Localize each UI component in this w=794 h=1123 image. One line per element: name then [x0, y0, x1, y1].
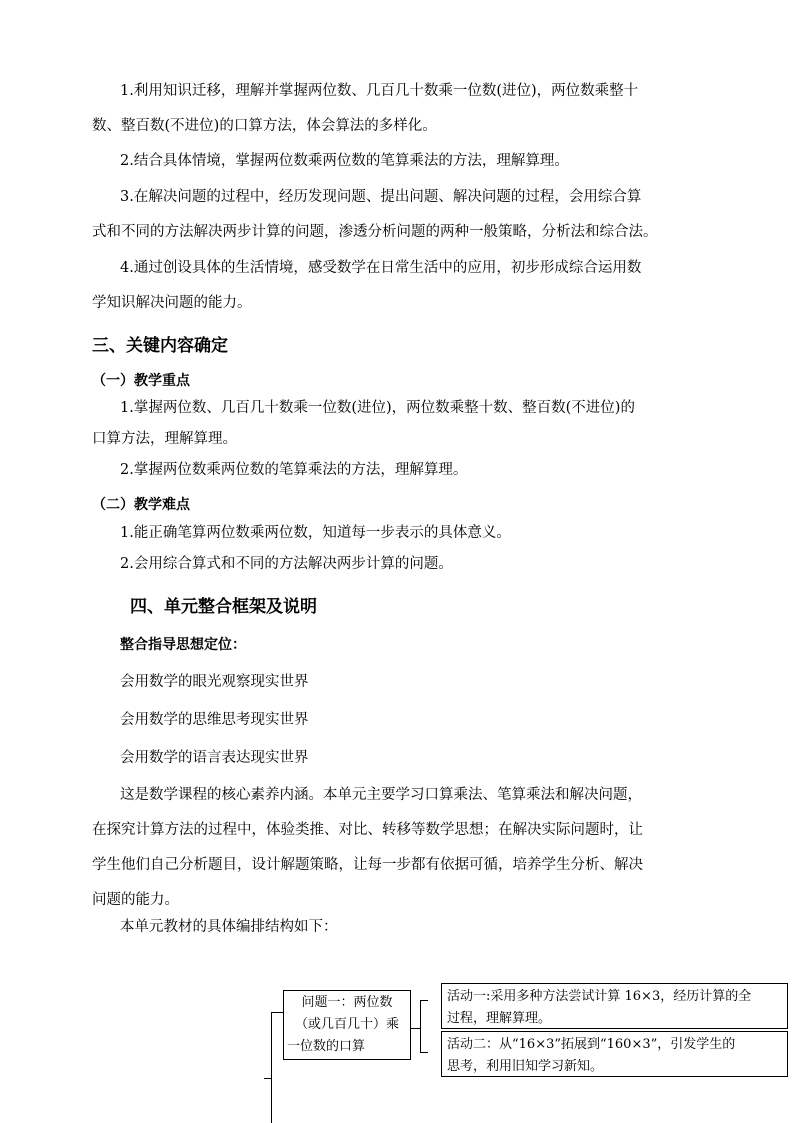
activity-2-box [441, 1031, 788, 1077]
guide-line-1: 会用数学的眼光观察现实世界 [120, 674, 309, 690]
problem-1-line-3: 一位数的口算 [287, 1039, 366, 1054]
connector-bracket-bottom [420, 1052, 428, 1053]
objective-4-line-2: 学知识解决问题的能力。 [92, 295, 252, 311]
difficulty-2: 2.会用综合算式和不同的方法解决两步计算的问题。 [120, 556, 453, 572]
connector-horizontal [411, 1028, 420, 1029]
activity-1-line-1: 活动一:采用多种方法尝试计算 16×3，经历计算的全 [447, 989, 752, 1004]
connector-bracket [420, 1000, 421, 1052]
connector-bracket-top [420, 1000, 428, 1001]
activity-2-line-2: 思考，利用旧知学习新知。 [447, 1059, 604, 1074]
focus-1-line-2: 口算方法，理解算理。 [92, 431, 237, 447]
teaching-difficulty-title: （二）教学难点 [92, 497, 190, 513]
objective-2: 2.结合具体情境，掌握两位数乘两位数的笔算乘法的方法，理解算理。 [120, 153, 569, 169]
objective-4-line-1: 4.通过创设具体的生活情境，感受数学在日常生活中的应用，初步形成综合运用数 [120, 260, 642, 276]
section-4-title: 四、单元整合框架及说明 [130, 597, 317, 617]
activity-1-line-2: 过程，理解算理。 [447, 1011, 552, 1026]
teaching-focus-title: （一）教学重点 [92, 373, 190, 389]
core-paragraph-line-2: 在探究计算方法的过程中，体验类推、对比、转移等数学思想；在解决实际问题时，让 [92, 822, 643, 838]
problem-1-line-2: （或几百几十）乘 [294, 1017, 399, 1032]
objective-3-line-2: 式和不同的方法解决两步计算的问题，渗透分析问题的两种一般策略，分析法和综合法。 [92, 224, 658, 240]
section-3-title: 三、关键内容确定 [92, 336, 228, 356]
activity-1-box [441, 983, 788, 1029]
core-paragraph-line-3: 学生他们自己分析题目，设计解题策略，让每一步都有依据可循，培养学生分析、解决 [92, 857, 643, 873]
guide-line-3: 会用数学的语言表达现实世界 [120, 750, 309, 766]
focus-1-line-1: 1.掌握两位数、几百几十数乘一位数(进位)，两位数乘整十数、整百数(不进位)的 [120, 400, 635, 416]
objective-3-line-1: 3.在解决问题的过程中，经历发现问题、提出问题、解决问题的过程，会用综合算 [120, 189, 642, 205]
diagram-mid-tick [264, 1078, 272, 1079]
problem-1-line-1: 问题一：两位数 [301, 995, 393, 1010]
structure-intro: 本单元教材的具体编排结构如下： [120, 919, 338, 935]
objective-1-line-2: 数、整百数(不进位)的口算方法，体会算法的多样化。 [92, 118, 437, 134]
core-paragraph-line-1: 这是数学课程的核心素养内涵。本单元主要学习口算乘法、笔算乘法和解决问题， [120, 787, 642, 803]
problem-1-box [283, 990, 411, 1060]
focus-2: 2.掌握两位数乘两位数的笔算乘法的方法，理解算理。 [120, 462, 468, 478]
diagram-trunk-line [271, 1012, 272, 1123]
diagram-top-branch [271, 1012, 283, 1013]
activity-2-line-1: 活动二：从“16×3”拓展到“160×3”，引发学生的 [447, 1037, 736, 1052]
core-paragraph-line-4: 问题的能力。 [92, 892, 179, 908]
objective-1-line-1: 1.利用知识迁移，理解并掌握两位数、几百几十数乘一位数(进位)，两位数乘整十 [120, 83, 639, 99]
difficulty-1: 1.能正确笔算两位数乘两位数，知道每一步表示的具体意义。 [120, 525, 511, 541]
guide-line-2: 会用数学的思维思考现实世界 [120, 712, 309, 728]
guide-title: 整合指导思想定位： [120, 637, 246, 653]
